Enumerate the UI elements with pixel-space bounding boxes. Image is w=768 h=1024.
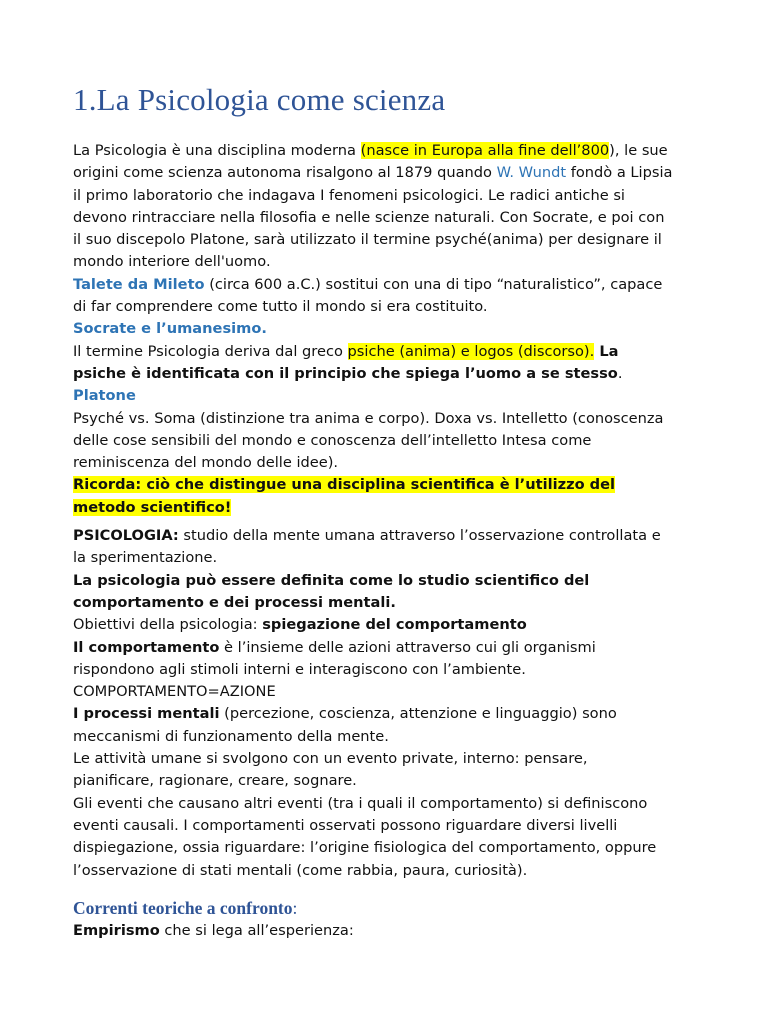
talete-text: (circa 600 a.C.) sostitui con una di tipo “naturalistico”, capace di far comprendere come tutto il mondo si era costituito. bbox=[73, 275, 663, 316]
empirismo-bold: Empirismo bbox=[73, 921, 160, 939]
ricorda-paragraph bbox=[73, 474, 673, 519]
processi-text: (percezione, coscienza, attenzione e linguaggio) sono meccanismi di funzionamento della mente. bbox=[73, 705, 617, 745]
termine-highlight: psiche (anima) e logos (discorso). bbox=[347, 342, 595, 360]
platone-paragraph: Psyché vs. Soma (distinzione tra anima e corpo). Doxa vs. Intelletto (conoscenza delle cose sensibili del mondo e conoscenza dell’intelletto Intesa come reminiscenza del mondo delle idee). bbox=[73, 409, 664, 472]
empirismo-line bbox=[73, 920, 673, 942]
termine-end: . bbox=[617, 364, 623, 382]
comportamento-text: è l’insieme delle azioni attraverso cui gli organismi rispondono agli stimoli interni e interagiscono con l’ambiente. bbox=[73, 638, 596, 678]
processi-bold: I processi mentali bbox=[73, 705, 220, 723]
correnti-heading bbox=[73, 896, 673, 920]
correnti-heading-text: Correnti teoriche a confronto bbox=[73, 897, 293, 918]
platone-heading: Platone bbox=[73, 387, 136, 405]
intro-text-c: fondò a Lipsia il primo laboratorio che indagava I fenomeni psicologici. Le radici antiche si devono rintracciare nella filosofia e nelle scienze naturali. Con Socrate, e poi con il suo discepolo Platone, sarà utilizzato il termine psyché(anima) per designare il mondo interiore dell'uomo. bbox=[73, 164, 673, 271]
termine-bold: La psiche è identificata con il principio che spiega l’uomo a se stesso bbox=[73, 342, 619, 382]
processi-paragraph bbox=[73, 703, 673, 748]
page-title: 1.La Psicologia come scienza bbox=[73, 82, 446, 117]
talete-name: Talete da Mileto bbox=[73, 275, 205, 293]
socrate-heading: Socrate e l’umanesimo. bbox=[73, 320, 267, 338]
termine-paragraph bbox=[73, 341, 673, 386]
psicologia-text: studio della mente umana attraverso l’osservazione controllata e la sperimentazione. bbox=[73, 527, 661, 567]
talete-paragraph bbox=[73, 274, 673, 319]
document-body bbox=[73, 140, 673, 942]
equazione-line: COMPORTAMENTO=AZIONE bbox=[73, 683, 276, 701]
empirismo-text: che si lega all’esperienza: bbox=[159, 921, 354, 939]
intro-text-b: ), le sue origini come scienza autonoma risalgono al 1879 quando bbox=[73, 142, 668, 182]
intro-paragraph bbox=[73, 140, 673, 274]
attivita-paragraph: Le attività umane si svolgono con un evento private, interno: pensare, pianificare, ragionare, creare, sognare. bbox=[73, 750, 588, 790]
ricorda-highlight: Ricorda: ciò che distingue una disciplina scientifica è l’utilizzo del metodo scientifico! bbox=[73, 476, 616, 516]
intro-highlight: (nasce in Europa alla fine dell’800 bbox=[360, 142, 610, 159]
comportamento-paragraph bbox=[73, 637, 673, 682]
obiettivi-value: spiegazione del comportamento bbox=[262, 616, 527, 634]
obiettivi-line bbox=[73, 614, 673, 636]
definizione-bold: La psicologia può essere definita come lo studio scientifico del comportamento e dei processi mentali. bbox=[73, 571, 590, 611]
psicologia-definition bbox=[73, 525, 673, 570]
comportamento-bold: Il comportamento bbox=[73, 638, 220, 656]
wundt-name: W. Wundt bbox=[496, 164, 567, 182]
psicologia-label: PSICOLOGIA: bbox=[73, 527, 179, 545]
eventi-paragraph: Gli eventi che causano altri eventi (tra i quali il comportamento) si definiscono eventi causali. I comportamenti osservati possono riguardare diversi livelli dispiegazione, ossia riguardare: l’origine fisiologica del comportamento, oppure l’osservazione di stati mentali (come rabbia, paura, curiosità). bbox=[73, 794, 657, 879]
intro-text-a: La Psicologia è una disciplina moderna bbox=[73, 142, 361, 159]
obiettivi-label: Obiettivi della psicologia: bbox=[73, 616, 263, 634]
correnti-heading-colon: : bbox=[292, 897, 298, 918]
termine-text-a: Il termine Psicologia deriva dal greco bbox=[73, 342, 348, 360]
